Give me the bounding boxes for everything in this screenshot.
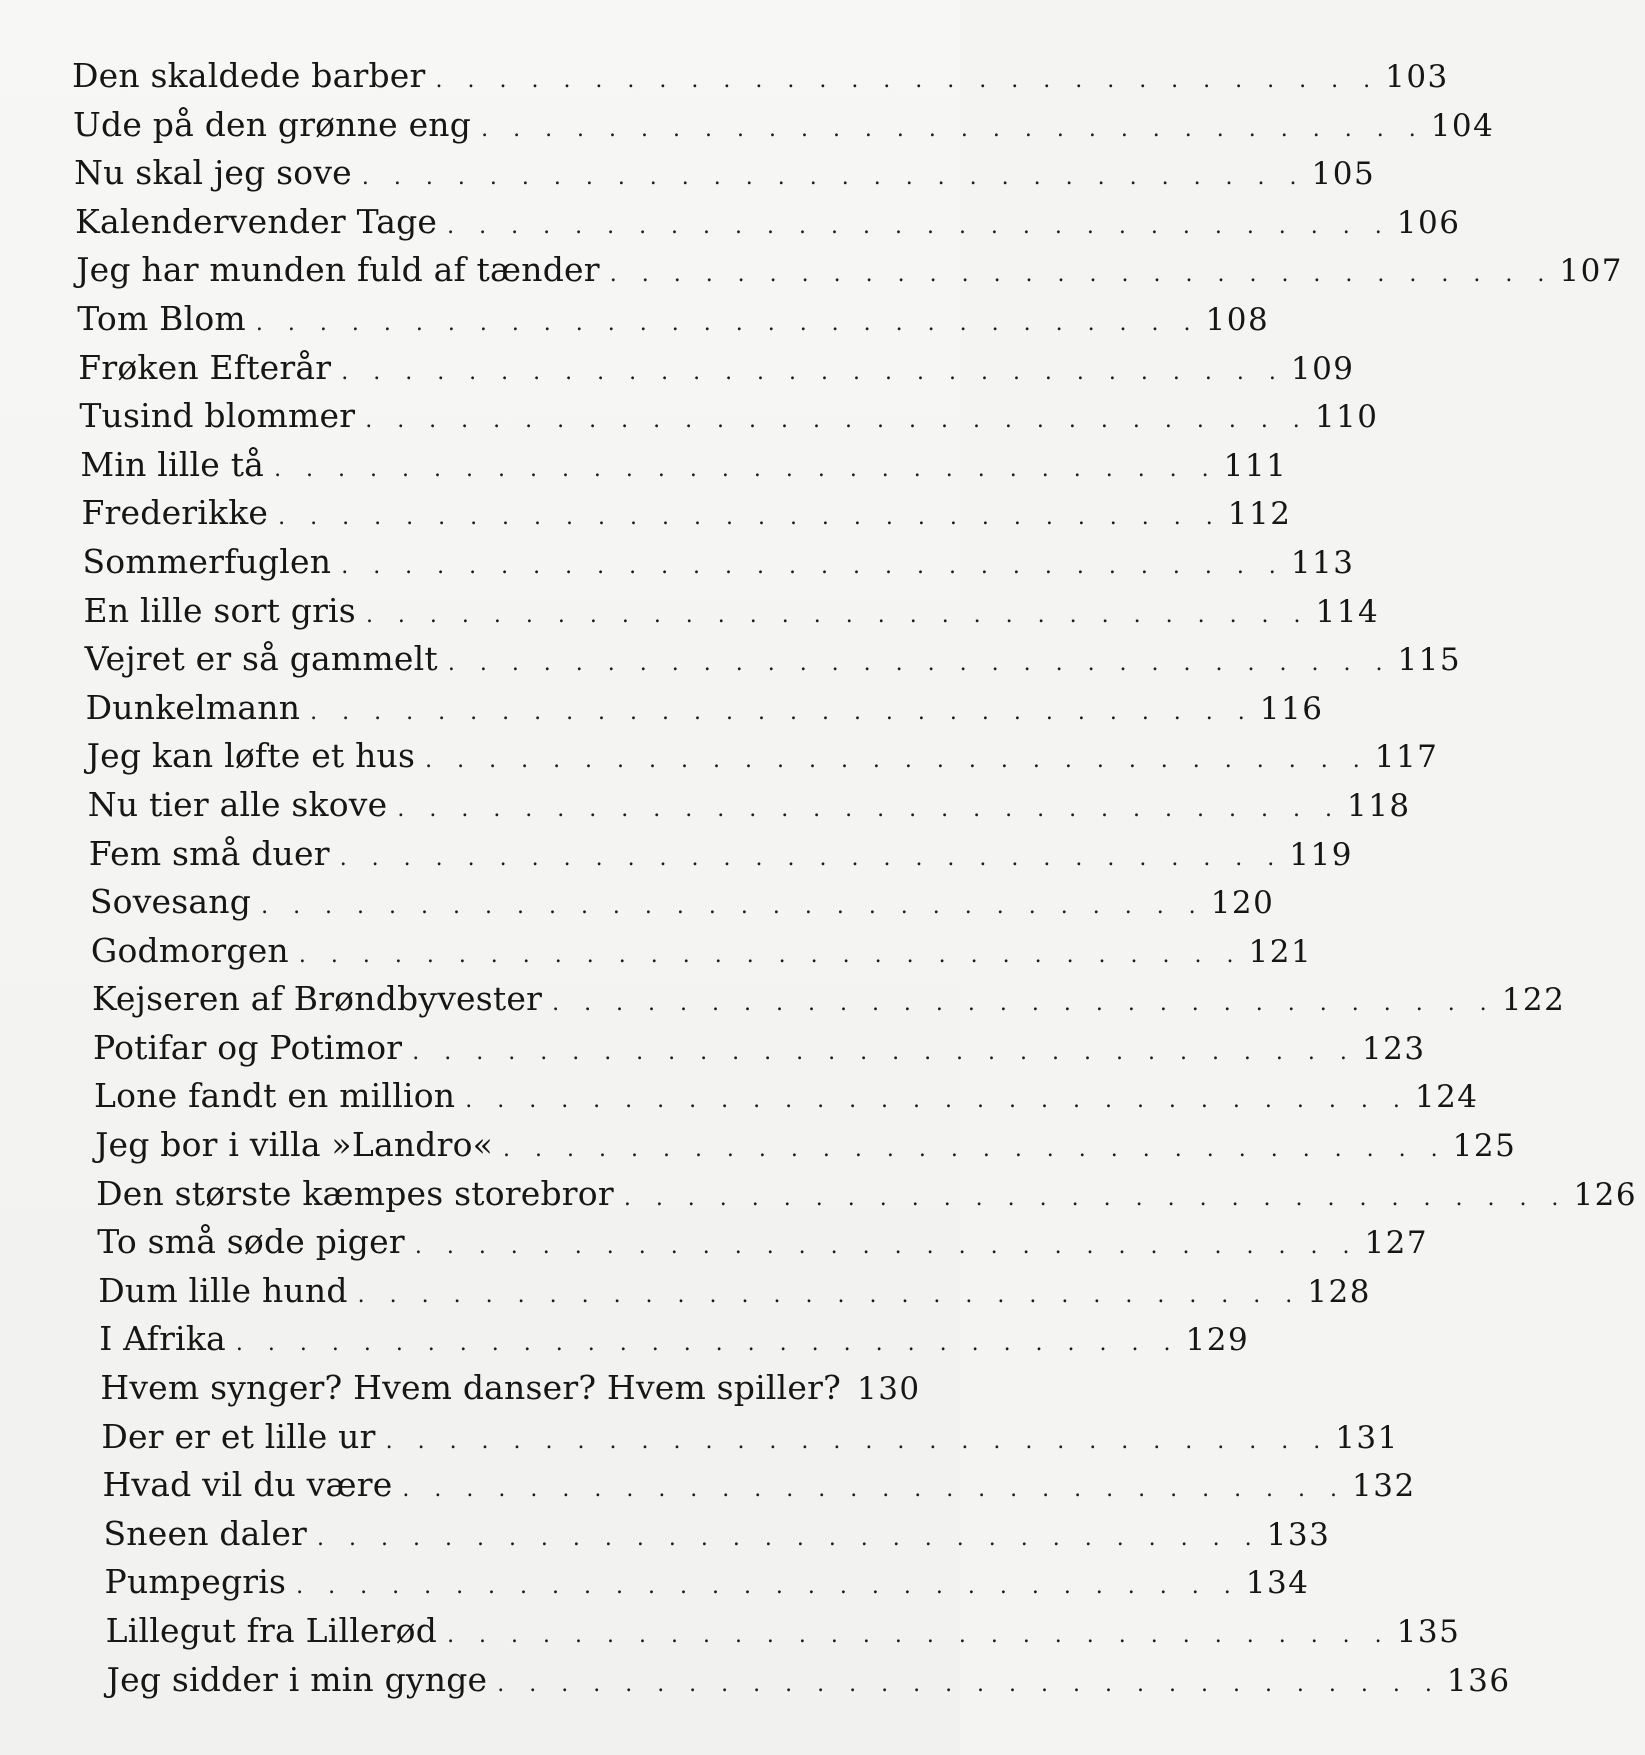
toc-entry <box>0 101 1495 150</box>
toc-entry-page-number: 107 <box>1559 253 1624 290</box>
toc-entry-page-number: 113 <box>1290 544 1355 581</box>
toc-entry-title: Hvem synger? Hvem danser? Hvem spiller? <box>100 1368 841 1408</box>
dot-leader: . . . . . . . . . . . . . . . . . . . . . . . . . . . . . . <box>481 116 1425 142</box>
dot-leader: . . . . . . . . . . . . . . . . . . . . . . . . . . . . . . <box>623 1185 1568 1211</box>
toc-entry-page-number: 115 <box>1397 642 1462 679</box>
toc-entry-title: Den største kæmpes storebror <box>96 1173 614 1213</box>
toc-entry <box>0 781 1411 830</box>
toc-entry-page-number: 114 <box>1315 593 1380 630</box>
toc-entry-page-number: 120 <box>1210 885 1275 922</box>
dot-leader: . . . . . . . . . . . . . . . . . . . . . . . . . . . . . . <box>310 699 1254 725</box>
dot-leader: . . . . . . . . . . . . . . . . . . . . . . . . . . . . . . <box>609 262 1554 288</box>
dot-leader: . . . . . . . . . . . . . . . . . . . . . . . . . . . . . . <box>414 1234 1359 1260</box>
toc-entry-title: Sommerfuglen <box>82 541 332 581</box>
toc-entry-page-number: 110 <box>1314 399 1379 436</box>
toc-entry-title: Dum lille hund <box>98 1270 348 1310</box>
toc-entry-title: Kalendervender Tage <box>75 201 438 241</box>
toc-entry-title: Dunkelmann <box>85 687 301 727</box>
toc-entry-page-number: 103 <box>1385 59 1449 95</box>
toc-entry-title: Jeg har munden fuld af tænder <box>76 250 600 290</box>
toc-entry-title: Sovesang <box>89 882 252 922</box>
toc-entry-title: Frederikke <box>81 493 269 533</box>
toc-entry-page-number: 124 <box>1414 1079 1479 1116</box>
toc-entry <box>0 1024 1426 1073</box>
toc-entry <box>0 1267 1371 1316</box>
dot-leader: . . . . . . . . . . . . . . . . . . . . . . . . . . . . . . <box>402 1477 1347 1503</box>
toc-entry-page-number: 117 <box>1374 739 1439 776</box>
toc-entry-title: Jeg bor i villa »Landro« <box>95 1125 494 1165</box>
toc-entry <box>0 1315 1250 1364</box>
toc-entry-title: Der er et lille ur <box>101 1416 376 1456</box>
toc-entry-title: Lone fandt en million <box>94 1076 456 1116</box>
toc-entry-page-number: 123 <box>1361 1030 1426 1067</box>
dot-leader: . . . . . . . . . . . . . . . . . . . . . . . . . . . . . . <box>274 456 1218 482</box>
toc-entry-page-number: 121 <box>1248 933 1313 970</box>
dot-leader: . . . . . . . . . . . . . . . . . . . . . . . . . . . . . . <box>412 1039 1356 1065</box>
dot-leader: . . . . . . . . . . . . . . . . . . . . . . . . . . . . . . <box>365 408 1309 434</box>
dot-leader: . . . . . . . . . . . . . . . . . . . . . . . . . . . . . . <box>341 359 1285 385</box>
toc-entry-page-number: 132 <box>1352 1468 1416 1505</box>
dot-leader: . . . . . . . . . . . . . . . . . . . . . . . . . . . . . . <box>497 1671 1441 1697</box>
toc-entry-page-number: 118 <box>1346 787 1411 824</box>
toc-entry-title: Tusind blommer <box>79 396 356 436</box>
dot-leader: . . . . . . . . . . . . . . . . . . . . . . . . . . . . . . <box>503 1137 1447 1163</box>
toc-entry-page-number: 130 <box>856 1371 921 1408</box>
dot-leader: . . . . . . . . . . . . . . . . . . . . . . . . . . . . . . <box>425 748 1369 774</box>
toc-entry-page-number: 112 <box>1227 496 1292 533</box>
toc-entry <box>0 1218 1429 1267</box>
toc-entry-page-number: 108 <box>1205 301 1270 338</box>
dot-leader: . . . . . . . . . . . . . . . . . . . . . . . . . . . . . . <box>298 942 1243 968</box>
toc-entry-page-number: 136 <box>1446 1662 1511 1699</box>
dot-leader: . . . . . . . . . . . . . . . . . . . . . . . . . . . . . . <box>235 1331 1180 1357</box>
toc-entry <box>0 1461 1416 1510</box>
toc-entry <box>0 684 1324 733</box>
toc-entry-page-number: 109 <box>1290 350 1355 387</box>
toc-entry-title: Frøken Efterår <box>78 347 332 387</box>
toc-entry-page-number: 105 <box>1311 156 1376 193</box>
toc-entry-title: Sneen daler <box>103 1513 308 1553</box>
dot-leader: . . . . . . . . . . . . . . . . . . . . . . . . . . . . . . <box>255 310 1200 336</box>
toc-entry <box>0 635 1462 684</box>
toc-entry-page-number: 111 <box>1223 447 1288 484</box>
toc-entry <box>0 878 1275 927</box>
toc-entry-title: Ude på den grønne eng <box>73 104 472 144</box>
toc-entry-title: Nu skal jeg sove <box>74 153 352 193</box>
toc-entry <box>0 1170 1638 1219</box>
dot-leader: . . . . . . . . . . . . . . . . . . . . . . . . . . . . . . <box>447 651 1392 677</box>
toc-entry-page-number: 134 <box>1245 1565 1310 1602</box>
toc-entry <box>0 52 1449 101</box>
toc-entry-page-number: 122 <box>1501 982 1566 1019</box>
toc-entry <box>0 975 1566 1024</box>
toc-entry <box>0 441 1288 490</box>
toc-entry-page-number: 104 <box>1430 107 1495 144</box>
toc-entry <box>0 489 1292 538</box>
toc-entry-title: Min lille tå <box>80 444 265 484</box>
toc-entry-title: Vejret er så gammelt <box>84 639 438 679</box>
toc-entry <box>0 1121 1517 1170</box>
toc-entry <box>0 1510 1331 1559</box>
toc-entry-title: Godmorgen <box>90 930 289 970</box>
toc-entry-title: Tom Blom <box>77 298 246 338</box>
toc-entry-title: I Afrika <box>99 1319 226 1359</box>
toc-entry <box>0 295 1270 344</box>
toc-entry <box>0 1607 1461 1656</box>
toc-entry-page-number: 128 <box>1307 1273 1371 1310</box>
dot-leader: . . . . . . . . . . . . . . . . . . . . . . . . . . . . . . <box>447 1623 1391 1648</box>
toc-entry-title: Jeg kan løfte et hus <box>86 736 416 776</box>
toc-entry-page-number: 133 <box>1266 1516 1331 1553</box>
toc-entry <box>0 830 1353 879</box>
toc-entry-page-number: 127 <box>1364 1225 1429 1262</box>
toc-entry <box>0 344 1355 393</box>
toc-entry-title: Hvad vil du være <box>102 1465 393 1505</box>
dot-leader: . . . . . . . . . . . . . . . . . . . . . . . . . . . . . . <box>357 1282 1302 1308</box>
toc-entry-title: To små søde piger <box>97 1222 405 1262</box>
dot-leader: . . . . . . . . . . . . . . . . . . . . . . . . . . . . . . <box>435 68 1380 93</box>
dot-leader: . . . . . . . . . . . . . . . . . . . . . . . . . . . . . . <box>552 991 1496 1017</box>
toc-entry <box>0 1558 1310 1607</box>
dot-leader: . . . . . . . . . . . . . . . . . . . . . . . . . . . . . . <box>317 1525 1261 1551</box>
toc-entry-page-number: 131 <box>1335 1419 1399 1456</box>
dot-leader: . . . . . . . . . . . . . . . . . . . . . . . . . . . . . . <box>361 165 1306 191</box>
toc-entry <box>0 927 1313 976</box>
toc-entry <box>0 1072 1479 1121</box>
toc-entry-page-number: 135 <box>1396 1614 1461 1650</box>
toc-entry <box>0 587 1380 636</box>
dot-leader: . . . . . . . . . . . . . . . . . . . . . . . . . . . . . . <box>465 1088 1409 1114</box>
toc-entry <box>0 149 1376 198</box>
toc-entry-page-number: 119 <box>1289 836 1353 873</box>
toc-entry-title: Potifar og Potimor <box>93 1027 403 1067</box>
toc-entry-title: Fem små duer <box>88 833 330 873</box>
toc-entry <box>0 392 1379 441</box>
table-of-contents <box>0 52 1638 1704</box>
toc-entry-page-number: 129 <box>1185 1322 1250 1359</box>
toc-entry-title: Kejseren af Brøndbyvester <box>91 979 543 1019</box>
toc-entry-title: Pumpegris <box>104 1562 287 1602</box>
toc-entry-title: Jeg sidder i min gynge <box>106 1659 488 1699</box>
toc-entry-title: Lillegut fra Lillerød <box>105 1611 438 1650</box>
toc-entry <box>0 1656 1511 1705</box>
toc-entry-page-number: 125 <box>1452 1128 1517 1165</box>
dot-leader: . . . . . . . . . . . . . . . . . . . . . . . . . . . . . . <box>365 602 1310 628</box>
dot-leader: . . . . . . . . . . . . . . . . . . . . . . . . . . . . . . <box>385 1428 1330 1454</box>
dot-leader: . . . . . . . . . . . . . . . . . . . . . . . . . . . . . . <box>278 505 1222 531</box>
dot-leader: . . . . . . . . . . . . . . . . . . . . . . . . . . . . . . <box>397 796 1341 822</box>
toc-entry <box>0 246 1624 295</box>
dot-leader: . . . . . . . . . . . . . . . . . . . . . . . . . . . . . . <box>339 845 1284 871</box>
toc-entry <box>0 198 1461 247</box>
toc-entry <box>0 538 1355 587</box>
toc-entry <box>0 1413 1399 1462</box>
dot-leader: . . . . . . . . . . . . . . . . . . . . . . . . . . . . . . <box>296 1574 1240 1600</box>
toc-entry-page-number: 126 <box>1573 1176 1638 1213</box>
dot-leader: . . . . . . . . . . . . . . . . . . . . . . . . . . . . . . <box>341 553 1285 579</box>
toc-entry-page-number: 116 <box>1259 690 1324 727</box>
toc-entry-page-number: 106 <box>1396 204 1461 241</box>
toc-entry-title: Nu tier alle skove <box>87 784 388 824</box>
toc-entry <box>0 732 1439 781</box>
toc-entry-title: Den skaldede barber <box>72 56 426 95</box>
toc-entry <box>0 1364 960 1413</box>
dot-leader: . . . . . . . . . . . . . . . . . . . . . . . . . . . . . . <box>447 213 1391 239</box>
dot-leader: . . . . . . . . . . . . . . . . . . . . . . . . . . . . . . <box>261 894 1205 920</box>
toc-entry-title: En lille sort gris <box>83 590 356 630</box>
